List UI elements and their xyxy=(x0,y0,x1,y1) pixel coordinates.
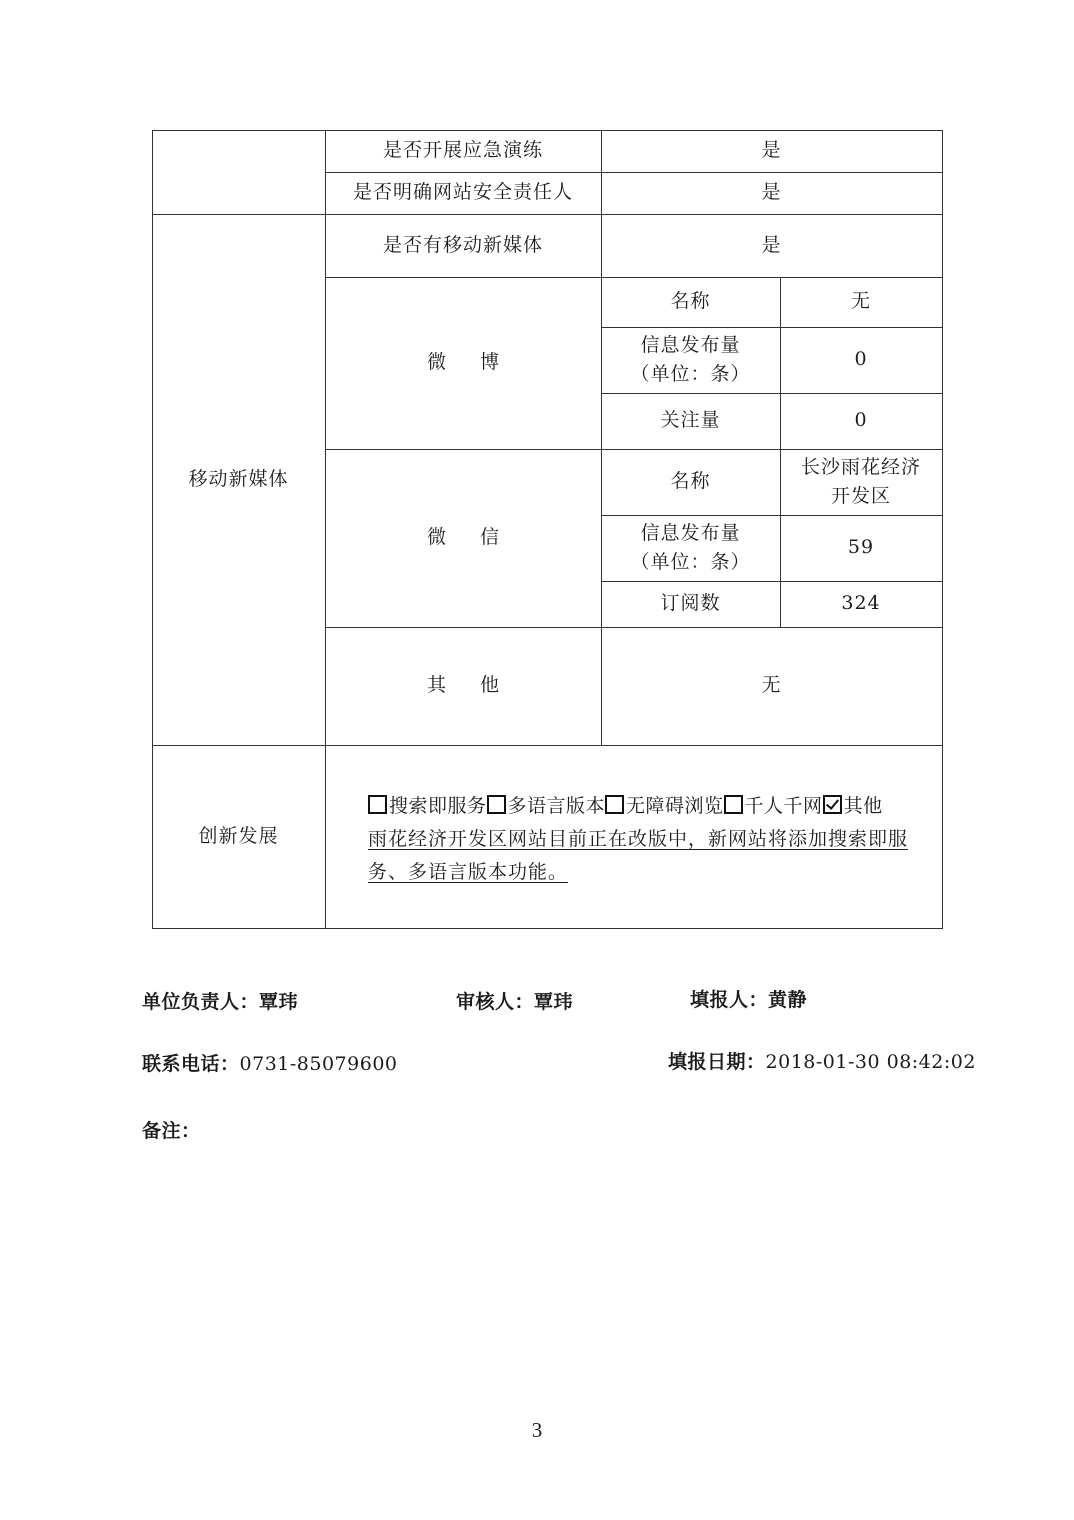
reviewer-value: 覃玮 xyxy=(534,991,574,1013)
innovation-note: 雨花经济开发区网站目前正在改版中，新网站将添加搜索即服务、多语言版本功能。 xyxy=(368,828,909,883)
filler xyxy=(690,985,807,1012)
wechat-subscribers-value: 324 xyxy=(841,592,881,615)
wechat-posts-label-line2: （单位：条） xyxy=(630,551,751,573)
checkbox-icon[interactable] xyxy=(487,795,506,814)
fill-date-value: 2018-01-30 08:42:02 xyxy=(765,1051,976,1073)
wechat-label-text: 微信 xyxy=(426,526,533,549)
emergency-drill-label: 是否开展应急演练 xyxy=(382,139,543,162)
option-personalized[interactable] xyxy=(724,795,823,817)
option-other[interactable] xyxy=(823,795,883,817)
wechat-label xyxy=(325,449,601,627)
wechat-posts-value: 59 xyxy=(847,536,875,559)
option-label: 千人千网 xyxy=(744,795,823,817)
weibo-posts-label-line2: （单位：条） xyxy=(630,363,751,385)
option-label: 无障碍浏览 xyxy=(626,795,724,817)
option-label: 其他 xyxy=(843,795,883,817)
option-label: 搜索即服务 xyxy=(389,795,487,817)
weibo-name-value: 无 xyxy=(850,290,871,313)
page-number: 3 xyxy=(531,1418,543,1442)
filler-label: 填报人： xyxy=(690,989,769,1011)
innovation-content xyxy=(368,790,938,889)
weibo-posts-label xyxy=(601,327,780,393)
other-media-label xyxy=(325,627,601,745)
option-multilingual[interactable] xyxy=(487,795,606,817)
option-label: 多语言版本 xyxy=(507,795,606,817)
weibo-posts-value: 0 xyxy=(854,348,868,371)
remarks-label: 备注： xyxy=(142,1120,201,1142)
wechat-posts-label xyxy=(601,515,780,581)
weibo-label xyxy=(325,277,601,449)
phone-label: 联系电话： xyxy=(142,1053,240,1075)
option-search-as-service[interactable] xyxy=(368,795,487,817)
option-accessibility[interactable] xyxy=(605,795,724,817)
other-media-label-text: 其他 xyxy=(426,674,533,697)
checkbox-icon[interactable] xyxy=(368,795,387,814)
checkbox-icon[interactable] xyxy=(724,795,743,814)
wechat-name-label: 名称 xyxy=(670,470,711,493)
other-media-value: 无 xyxy=(761,674,782,697)
unit-head xyxy=(142,987,298,1014)
wechat-name-value-line2: 开发区 xyxy=(830,485,891,507)
innovation-section-label: 创新发展 xyxy=(198,824,279,847)
unit-head-value: 覃玮 xyxy=(259,991,299,1013)
has-mobile-media-value: 是 xyxy=(761,233,782,256)
weibo-posts-label-line1: 信息发布量 xyxy=(640,333,741,356)
reviewer xyxy=(456,987,573,1014)
phone-value: 0731-85079600 xyxy=(239,1053,398,1075)
checkbox-icon[interactable] xyxy=(605,795,624,814)
wechat-name-value-line1: 长沙雨花经济 xyxy=(800,455,921,478)
reviewer-label: 审核人： xyxy=(456,991,535,1013)
fill-date xyxy=(668,1047,976,1074)
filler-value: 黄静 xyxy=(768,989,808,1011)
weibo-label-text: 微博 xyxy=(426,351,533,374)
table-border-right xyxy=(942,130,943,929)
weibo-name-label: 名称 xyxy=(670,290,711,313)
checkbox-checked-icon[interactable] xyxy=(823,795,842,814)
security-officer-value: 是 xyxy=(761,181,782,204)
fill-date-label: 填报日期： xyxy=(668,1051,766,1073)
wechat-subscribers-label: 订阅数 xyxy=(660,592,721,615)
has-mobile-media-label: 是否有移动新媒体 xyxy=(382,233,543,256)
mobile-media-section-label: 移动新媒体 xyxy=(188,467,289,490)
phone xyxy=(142,1049,398,1076)
security-officer-label: 是否明确网站安全责任人 xyxy=(352,181,573,204)
unit-head-label: 单位负责人： xyxy=(142,991,260,1013)
innovation-options xyxy=(368,790,938,823)
weibo-followers-label: 关注量 xyxy=(660,409,721,432)
wechat-posts-label-line1: 信息发布量 xyxy=(640,521,741,544)
wechat-name-value xyxy=(780,449,942,515)
weibo-followers-value: 0 xyxy=(854,409,868,432)
table-border-bottom xyxy=(152,928,943,929)
emergency-drill-value: 是 xyxy=(761,139,782,162)
